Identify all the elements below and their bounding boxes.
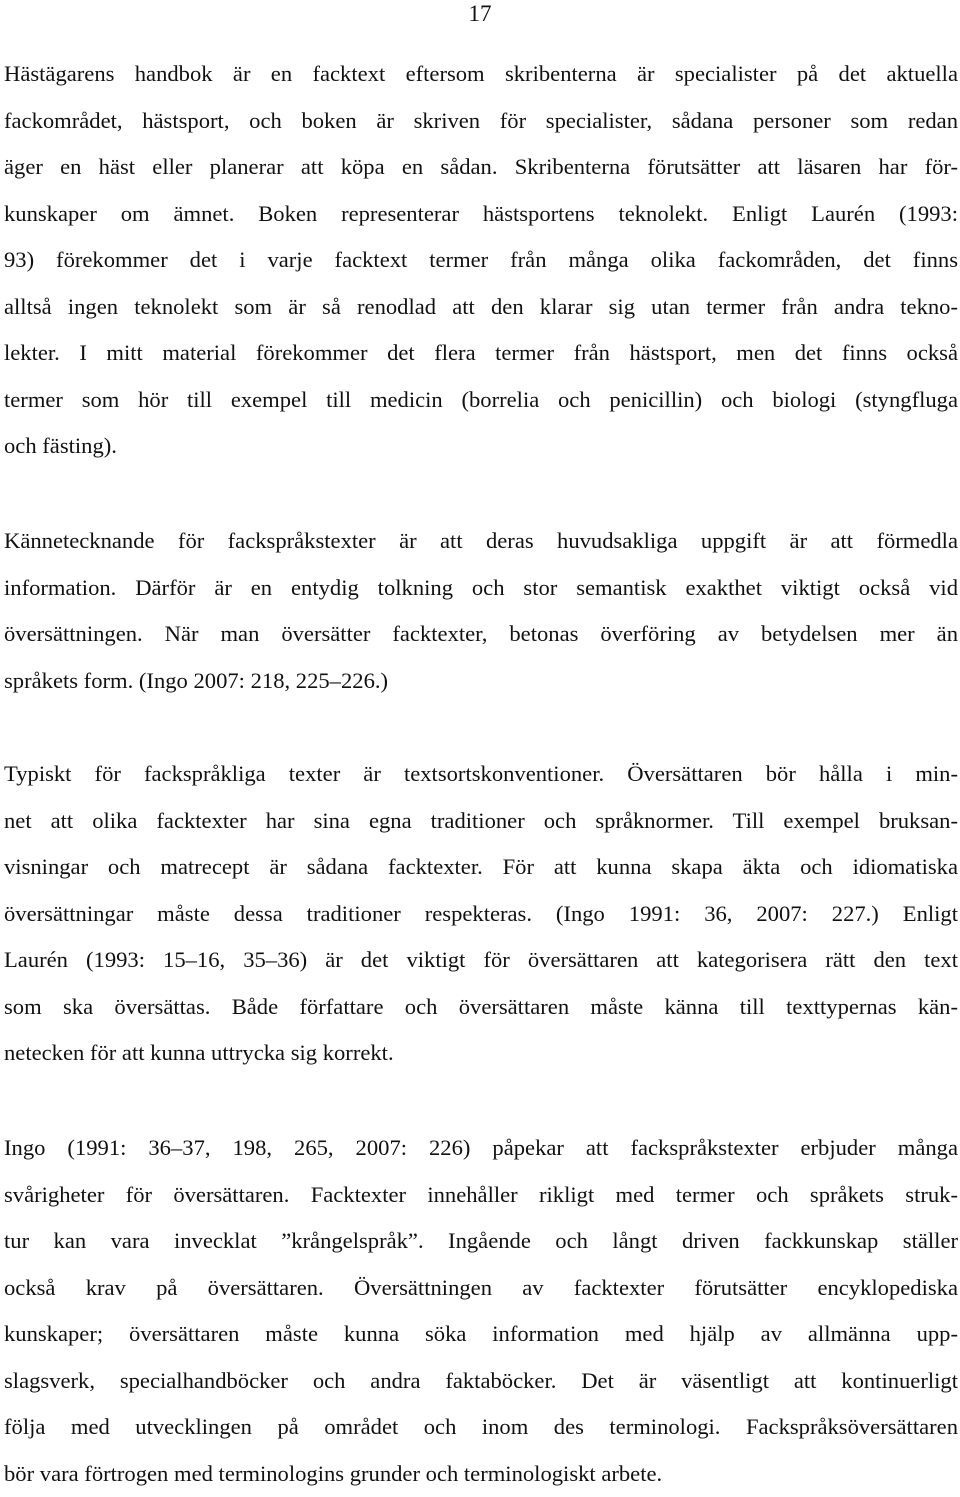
text-line: visningar och matrecept är sådana facktexter. För att kunna skapa äkta och idiomatiska (4, 844, 958, 891)
paragraph-horse-handbook (4, 51, 958, 470)
text-line: net att olika facktexter har sina egna traditioner och språknormer. Till exempel bruksan- (4, 798, 958, 845)
text-line: översättningar måste dessa traditioner respekteras. (Ingo 1991: 36, 2007: 227.) Enligt (4, 891, 958, 938)
text-line: svårigheter för översättaren. Facktexter innehåller rikligt med termer och språkets struk- (4, 1172, 958, 1219)
text-line: kunskaper om ämnet. Boken representerar hästsportens teknolekt. Enligt Laurén (1993: (4, 191, 958, 238)
text-line: netecken för att kunna uttrycka sig korrekt. (4, 1030, 958, 1077)
text-line: följa med utvecklingen på området och inom des terminologi. Fackspråksöversättaren (4, 1404, 958, 1451)
paragraph-lsp-characteristics (4, 518, 958, 704)
text-line: information. Därför är en entydig tolkning och stor semantisk exakthet viktigt också vid (4, 565, 958, 612)
text-line: också krav på översättaren. Översättningen av facktexter förutsätter encyklopediska (4, 1265, 958, 1312)
text-line: översättningen. När man översätter facktexter, betonas överföring av betydelsen mer än (4, 611, 958, 658)
text-line: och fästing). (4, 423, 958, 470)
text-line: Ingo (1991: 36–37, 198, 265, 2007: 226) påpekar att fackspråkstexter erbjuder många (4, 1125, 958, 1172)
text-line: språkets form. (Ingo 2007: 218, 225–226.) (4, 658, 958, 705)
text-line: termer som hör till exempel till medicin (borrelia och penicillin) och biologi (styngfluga (4, 377, 958, 424)
text-line: Laurén (1993: 15–16, 35–36) är det viktigt för översättaren att kategorisera rätt den text (4, 937, 958, 984)
text-line: lekter. I mitt material förekommer det flera termer från hästsport, men det finns också (4, 330, 958, 377)
paragraph-translation-difficulties (4, 1125, 958, 1497)
text-line: äger en häst eller planerar att köpa en sådan. Skribenterna förutsätter att läsaren har för- (4, 144, 958, 191)
text-line: alltså ingen teknolekt som är så renodlad att den klarar sig utan termer från andra tekno- (4, 284, 958, 331)
page-number: 17 (460, 0, 500, 28)
text-line: slagsverk, specialhandböcker och andra faktaböcker. Det är väsentligt att kontinuerligt (4, 1358, 958, 1405)
text-line: kunskaper; översättaren måste kunna söka information med hjälp av allmänna upp- (4, 1311, 958, 1358)
text-line: Kännetecknande för fackspråkstexter är att deras huvudsakliga uppgift är att förmedla (4, 518, 958, 565)
text-line: som ska översättas. Både författare och översättaren måste känna till texttypernas kän- (4, 984, 958, 1031)
text-line: tur kan vara invecklat ”krångelspråk”. Ingående och långt driven fackkunskap ställer (4, 1218, 958, 1265)
text-line: Typiskt för fackspråkliga texter är textsortskonventioner. Översättaren bör hålla i min- (4, 751, 958, 798)
text-line: 93) förekommer det i varje facktext termer från många olika fackområden, det finns (4, 237, 958, 284)
paragraph-text-conventions (4, 751, 958, 1077)
text-line: bör vara förtrogen med terminologins grunder och terminologiskt arbete. (4, 1451, 958, 1497)
text-line: Hästägarens handbok är en facktext eftersom skribenterna är specialister på det aktuella (4, 51, 958, 98)
text-line: fackområdet, hästsport, och boken är skriven för specialister, sådana personer som redan (4, 98, 958, 145)
